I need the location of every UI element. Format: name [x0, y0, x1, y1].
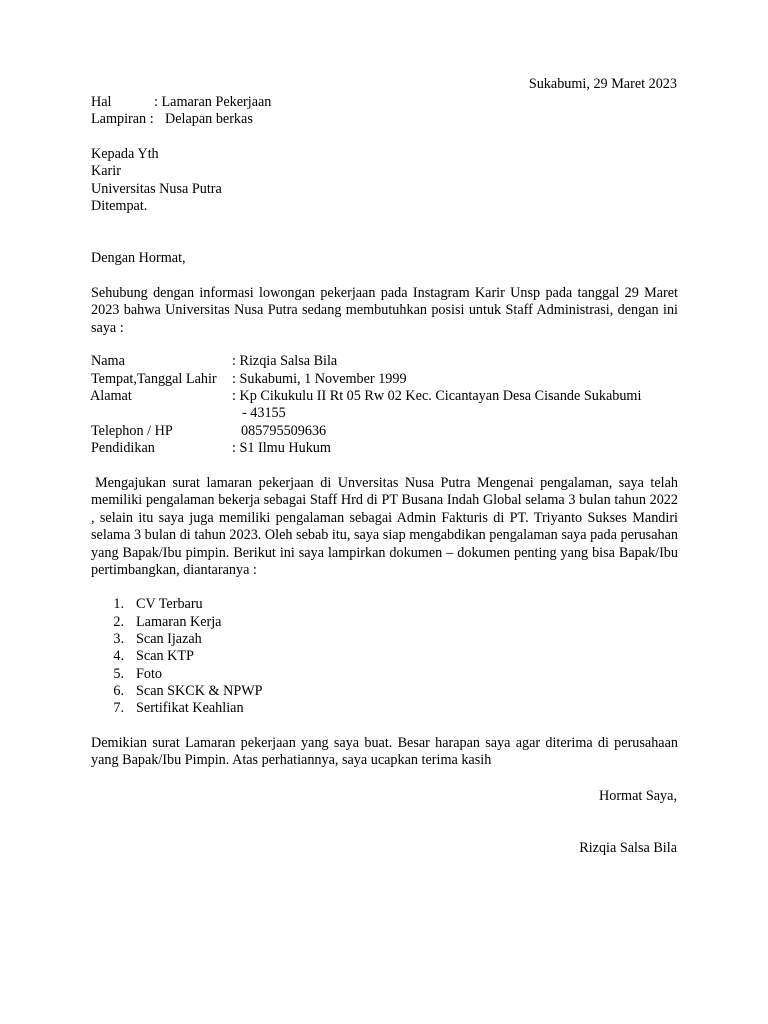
- list-text: Scan KTP: [136, 648, 194, 664]
- nama-label: Nama: [91, 353, 125, 369]
- pendidikan-label: Pendidikan: [91, 440, 155, 456]
- list-item: [0, 596, 768, 613]
- alamat-value: : Kp Cikukulu II Rt 05 Rw 02 Kec. Cicantayan Desa Cisande Sukabumi: [232, 388, 642, 404]
- list-number: 7.: [113, 700, 124, 716]
- telp-value: 085795509636: [241, 423, 327, 439]
- list-text: Scan Ijazah: [136, 631, 202, 647]
- signature-name: Rizqia Salsa Bila: [579, 840, 677, 856]
- intro-paragraph: Sehubung dengan informasi lowongan pekerjaan pada Instagram Karir Unsp pada tanggal 29 Maret 2023 bahwa Universitas Nusa Putra sedang membutuhkan posisi untuk Staff Administrasi, dengan ini saya :: [91, 285, 678, 336]
- pendidikan-value: : S1 Ilmu Hukum: [232, 440, 331, 456]
- attachment-value: Delapan berkas: [165, 111, 253, 127]
- body-paragraph: Mengajukan surat lamaran pekerjaan di Unversitas Nusa Putra Mengenai pengalaman, saya telah memiliki pengalaman bekerja sebagai Staff Hrd di PT Busana Indah Global selama 3 bulan tahun 2022 , selain itu saya juga memiliki pengalaman sebagai Admin Fakturis di PT. Triyanto Sukses Mandiri selama 3 bulan di tahun 2023. Oleh sebab itu, saya siap mengabdikan pengalaman saya pada perusahan yang Bapak/Ibu pimpin. Berikut ini saya lampirkan dokumen – dokumen penting yang bisa Bapak/Ibu pertimbangkan, diantaranya :: [91, 475, 678, 579]
- closing-paragraph: Demikian surat Lamaran pekerjaan yang saya buat. Besar harapan saya agar diterima di perusahaan yang Bapak/Ibu Pimpin. Atas perhatiannya, saya ucapkan terima kasih: [91, 735, 678, 769]
- alamat-label: Alamat: [90, 388, 132, 404]
- recipient-line: Ditempat.: [91, 198, 148, 214]
- list-text: Foto: [136, 666, 163, 682]
- list-item: [0, 614, 768, 631]
- greeting: Dengan Hormat,: [91, 250, 186, 266]
- list-item: [0, 666, 768, 683]
- list-number: 4.: [113, 648, 124, 664]
- nama-value: : Rizqia Salsa Bila: [232, 353, 338, 369]
- subject-value: : Lamaran Pekerjaan: [154, 94, 272, 110]
- list-text: Lamaran Kerja: [136, 614, 222, 630]
- ttl-value: : Sukabumi, 1 November 1999: [232, 371, 407, 387]
- list-number: 3.: [113, 631, 124, 647]
- place-date: Sukabumi, 29 Maret 2023: [528, 76, 677, 92]
- recipient-line: Universitas Nusa Putra: [91, 181, 222, 197]
- list-number: 1.: [113, 596, 124, 612]
- telp-label: Telephon / HP: [91, 423, 173, 439]
- recipient-line: Kepada Yth: [91, 146, 159, 162]
- list-text: CV Terbaru: [136, 596, 203, 612]
- ttl-label: Tempat,Tanggal Lahir: [91, 371, 217, 387]
- list-text: Scan SKCK & NPWP: [136, 683, 263, 699]
- list-number: 6.: [113, 683, 124, 699]
- list-item: [0, 683, 768, 700]
- alamat-value-continued: - 43155: [242, 405, 286, 421]
- list-item: [0, 648, 768, 665]
- subject-label: Hal: [91, 94, 112, 110]
- list-item: [0, 700, 768, 717]
- list-number: 2.: [113, 614, 124, 630]
- list-item: [0, 631, 768, 648]
- list-text: Sertifikat Keahlian: [136, 700, 244, 716]
- recipient-line: Karir: [91, 163, 121, 179]
- list-number: 5.: [113, 666, 124, 682]
- attachment-label: Lampiran :: [91, 111, 154, 127]
- salutation: Hormat Saya,: [598, 788, 677, 804]
